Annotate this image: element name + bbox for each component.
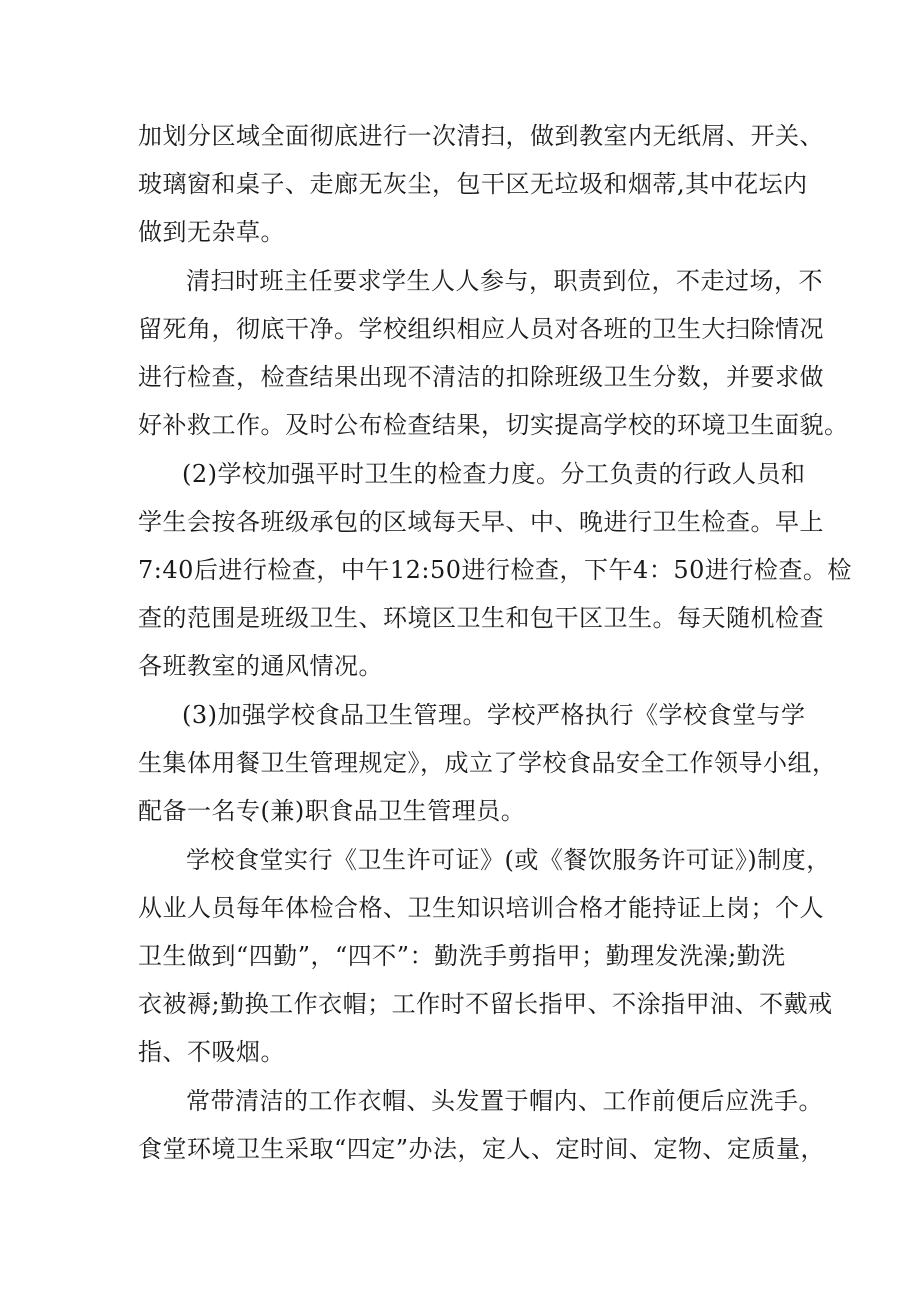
text-line-17: 从业人员每年体检合格、卫生知识培训合格才能持证上岗；个人 xyxy=(138,894,824,922)
text-line-21: 常带清洁的工作衣帽、头发置于帽内、工作前便后应洗手。 xyxy=(186,1087,823,1115)
text-line-8: (2)学校加强平时卫生的检查力度。分工负责的行政人员和 xyxy=(182,460,806,488)
text-line-20: 指、不吸烟。 xyxy=(138,1038,285,1066)
text-line-22: 食堂环境卫生采取“四定”办法，定人、定时间、定物、定质量， xyxy=(138,1135,826,1163)
text-line-16: 学校食堂实行《卫生许可证》(或《餐饮服务许可证》)制度， xyxy=(186,846,831,874)
text-line-18: 卫生做到“四勤”，“四不”：勤洗手剪指甲；勤理发洗澡;勤洗 xyxy=(138,942,786,970)
text-line-13: (3)加强学校食品卫生管理。学校严格执行《学校食堂与学 xyxy=(182,701,806,729)
text-line-19: 衣被褥;勤换工作衣帽；工作时不留长指甲、不涂指甲油、不戴戒 xyxy=(138,990,833,1018)
text-line-7: 好补救工作。及时公布检查结果，切实提高学校的环境卫生面貌。 xyxy=(138,411,849,439)
text-line-9: 学生会按各班级承包的区域每天早、中、晚进行卫生检查。早上 xyxy=(138,508,824,536)
text-line-5: 留死角，彻底干净。学校组织相应人员对各班的卫生大扫除情况 xyxy=(138,315,824,343)
text-line-14: 生集体用餐卫生管理规定》，成立了学校食品安全工作领导小组， xyxy=(138,749,837,777)
text-line-11: 查的范围是班级卫生、环境区卫生和包干区卫生。每天随机检查 xyxy=(138,604,824,632)
text-line-2: 玻璃窗和桌子、走廊无灰尘，包干区无垃圾和烟蒂,其中花坛内 xyxy=(138,170,808,198)
text-line-15: 配备一名专(兼)职食品卫生管理员。 xyxy=(138,797,526,825)
text-line-6: 进行检查，检查结果出现不清洁的扣除班级卫生分数，并要求做 xyxy=(138,363,824,391)
text-line-12: 各班教室的通风情况。 xyxy=(138,652,383,680)
text-line-1: 加划分区域全面彻底进行一次清扫，做到教室内无纸屑、开关、 xyxy=(138,122,824,150)
text-line-4: 清扫时班主任要求学生人人参与，职责到位，不走过场，不 xyxy=(186,267,823,295)
text-line-3: 做到无杂草。 xyxy=(138,218,285,246)
text-line-10: 7:40后进行检查，中午12:50进行检查，下午4：50进行检查。检 xyxy=(138,556,852,584)
